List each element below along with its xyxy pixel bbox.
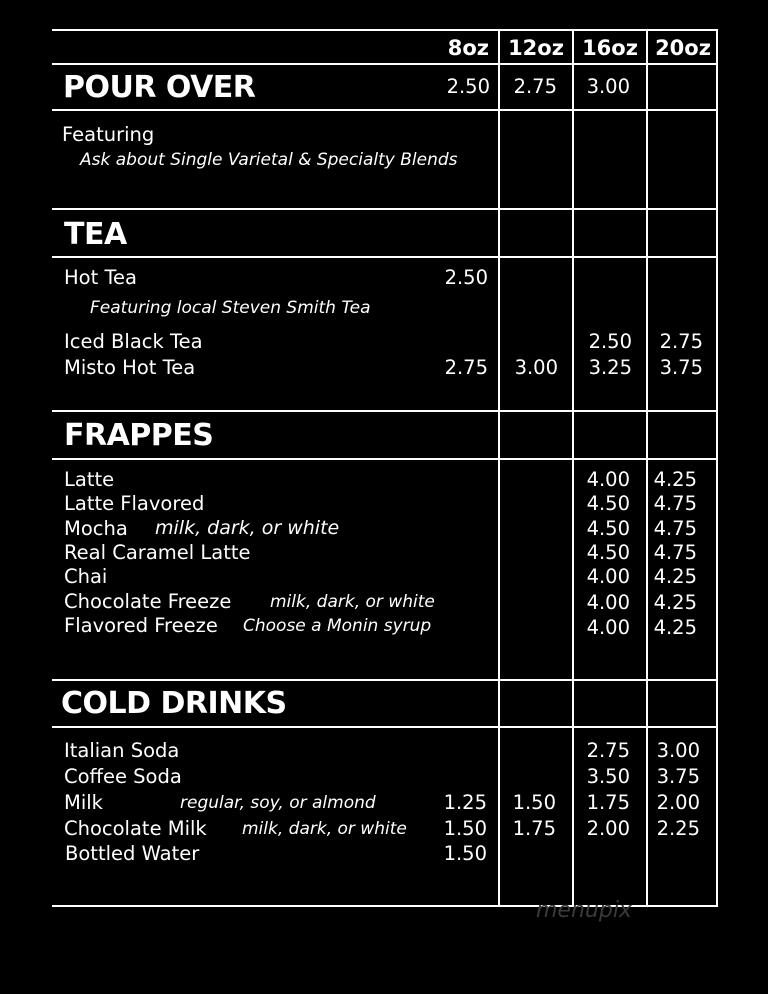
section-title-frappes: FRAPPES [64,418,214,453]
price-16oz: 4.50 [586,492,630,515]
price-16oz: 3.25 [588,356,632,379]
item-chai: Chai [64,565,108,588]
section-title-pour-over: POUR OVER [63,70,256,105]
item-bottled-water: Bottled Water [65,842,200,865]
item-note: regular, soy, or almond [180,793,376,813]
rule-cold-header-bottom [52,726,717,728]
price-8oz: 2.50 [444,266,488,289]
price-20oz: 3.00 [656,739,700,762]
price-20oz: 3.75 [659,356,703,379]
price-16oz: 4.50 [586,541,630,564]
item-italian-soda: Italian Soda [64,739,180,762]
price-20oz: 2.00 [656,791,700,814]
rule-frappes-bottom [52,679,717,681]
rule-under-sizes [52,63,717,65]
price-16oz: 4.50 [586,517,630,540]
rule-tea-bottom [52,410,717,412]
item-latte: Latte [64,468,115,491]
rule-pour-over-bottom [52,109,717,111]
price-12oz: 3.00 [514,356,558,379]
column-divider [498,29,500,907]
rule-featuring-bottom [52,208,717,210]
price-8oz: 1.50 [443,842,487,865]
item-chocolate-milk: Chocolate Milk [64,817,207,840]
price-16oz: 4.00 [586,565,630,588]
price-8oz: 1.25 [443,791,487,814]
item-hot-tea: Hot Tea [64,266,137,289]
item-note: milk, dark, or white [155,517,340,539]
price-20oz: 4.25 [653,591,697,614]
item-mocha: Mocha [64,517,128,540]
price-20oz: 4.25 [653,616,697,639]
item-flavored-freeze: Flavored Freeze [64,614,218,637]
item-real-caramel-latte: Real Caramel Latte [64,541,251,564]
price-16oz: 4.00 [586,468,630,491]
price-12oz: 2.75 [513,75,557,98]
item-latte-flavored: Latte Flavored [64,492,205,515]
item-milk: Milk [64,791,103,814]
price-12oz: 1.50 [512,791,556,814]
price-20oz: 3.75 [656,765,700,788]
price-20oz: 2.75 [659,330,703,353]
price-12oz: 1.75 [512,817,556,840]
price-16oz: 3.00 [586,75,630,98]
size-header-20oz: 20oz [655,36,711,60]
rule-frappes-header-bottom [52,458,717,460]
featuring-label: Featuring [62,123,155,146]
item-note: milk, dark, or white [270,592,435,612]
price-16oz: 2.50 [588,330,632,353]
price-16oz: 4.00 [586,616,630,639]
price-16oz: 3.50 [586,765,630,788]
item-iced-black-tea: Iced Black Tea [64,330,203,353]
watermark-menupix: menupix [536,898,632,923]
item-note: milk, dark, or white [242,819,407,839]
column-divider [646,29,648,907]
price-16oz: 1.75 [586,791,630,814]
featuring-note: Ask about Single Varietal & Specialty Blends [80,150,458,170]
item-coffee-soda: Coffee Soda [64,765,182,788]
price-16oz: 2.00 [586,817,630,840]
price-16oz: 4.00 [586,591,630,614]
section-title-tea: TEA [64,217,127,252]
rule-top [52,29,717,31]
column-divider [716,29,718,907]
price-8oz: 2.75 [444,356,488,379]
section-title-cold-drinks: COLD DRINKS [61,686,287,721]
price-16oz: 2.75 [586,739,630,762]
hot-tea-note: Featuring local Steven Smith Tea [90,298,371,318]
size-header-16oz: 16oz [582,36,638,60]
price-20oz: 2.25 [656,817,700,840]
price-20oz: 4.75 [653,492,697,515]
price-20oz: 4.25 [653,565,697,588]
item-note: Choose a Monin syrup [243,616,432,636]
item-misto-hot-tea: Misto Hot Tea [64,356,196,379]
price-20oz: 4.25 [653,468,697,491]
size-header-12oz: 12oz [508,36,564,60]
price-20oz: 4.75 [653,517,697,540]
column-divider [572,29,574,907]
price-8oz: 2.50 [446,75,490,98]
rule-tea-header-bottom [52,256,717,258]
price-20oz: 4.75 [653,541,697,564]
size-header-8oz: 8oz [447,36,489,60]
price-8oz: 1.50 [443,817,487,840]
item-chocolate-freeze: Chocolate Freeze [64,590,232,613]
